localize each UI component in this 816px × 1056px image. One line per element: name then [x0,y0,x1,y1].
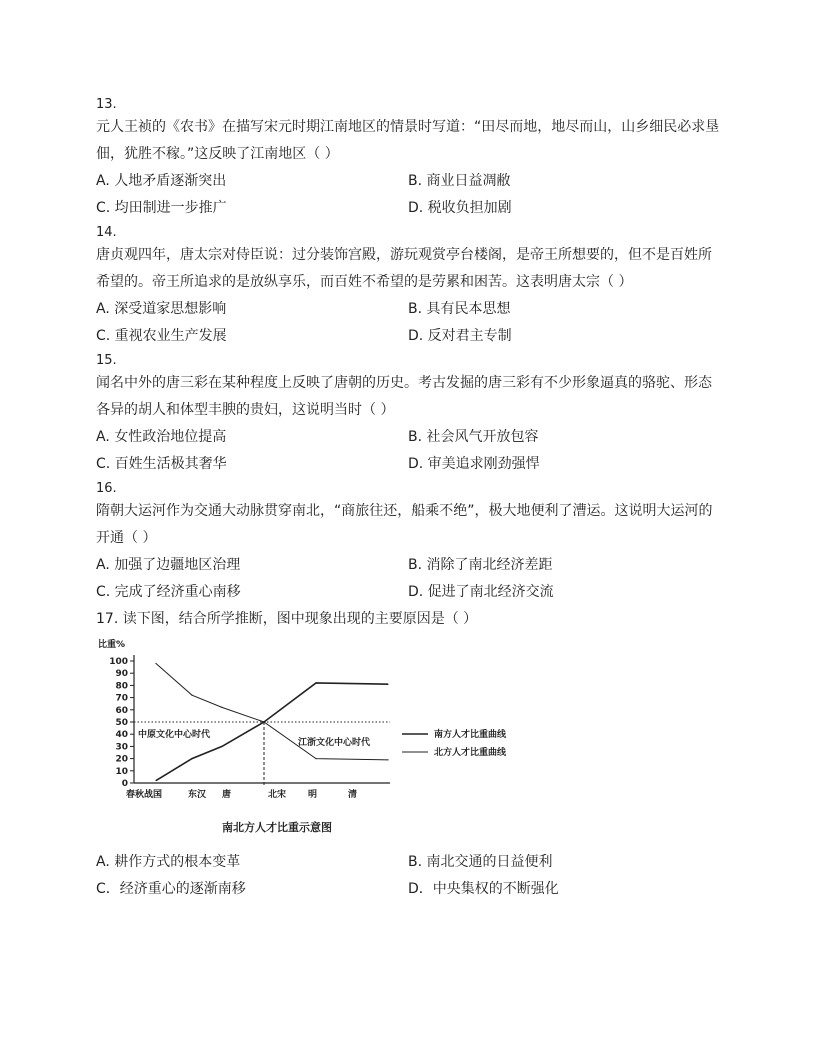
legend-label-north: 北方人才比重曲线 [434,748,507,758]
option-d[interactable]: D. 税收负担加剧 [408,200,512,216]
question-17-options [96,849,720,903]
option-a[interactable]: A. 加强了边疆地区治理 [96,557,241,573]
option-b[interactable]: B. 具有民本思想 [408,301,511,317]
y-tick-label: 70 [115,693,128,704]
y-tick-label: 20 [115,754,128,765]
y-tick-label: 100 [109,657,128,667]
question-stem: 闻名中外的唐三彩在某种程度上反映了唐朝的历史。考古发掘的唐三彩有不少形象逼真的骆驼、形态各异的胡人和体型丰腴的贵妇，这说明当时（ ） [96,375,712,418]
option-d[interactable]: D. 反对君主专制 [408,328,512,344]
question-stem: 唐贞观四年，唐太宗对侍臣说：过分装饰宫殿，游玩观赏亭台楼阁，是帝王所想要的，但不是百姓所希望的。帝王所追求的是放纵享乐，而百姓不希望的是劳累和困苦。这表明唐太宗（ ） [96,247,712,290]
data-point [387,759,388,760]
question-number: 14. [96,225,117,240]
data-point [221,707,222,708]
x-tick-label: 东汉 [188,790,207,800]
question-options [96,424,720,478]
data-point [191,695,192,696]
option-a[interactable]: A. 人地矛盾逐渐突出 [96,173,227,189]
y-tick-label: 90 [115,669,128,680]
legend-label-south: 南方人才比重曲线 [434,730,507,740]
question-list [96,96,720,606]
data-point [155,780,156,781]
y-tick-label: 80 [115,681,128,692]
question-item [96,352,720,478]
option-c[interactable]: C. 百姓生活极其奢华 [96,456,227,472]
question-stem: 元人王祯的《农书》在描写宋元时期江南地区的情景时写道：“田尽而地，地尽而山，山乡细民必求垦佃，犹胜不稼。”这反映了江南地区（ ） [96,119,720,162]
x-tick-label: 春秋战国 [126,790,163,800]
option-c[interactable]: C．经济重心的逐渐南移 [96,881,246,897]
data-point [263,721,264,722]
y-tick-label: 0 [121,779,128,789]
data-point [191,758,192,759]
y-tick-label: 60 [115,705,128,716]
question-item [96,480,720,606]
chart-title: 南北方人才比重示意图 [222,821,332,834]
annotation-jiangzhe: 江浙文化中心时代 [298,738,371,748]
option-d[interactable]: D. 审美追求刚劲强悍 [408,456,540,472]
data-point [315,682,316,683]
question-options [96,296,720,350]
question-item [96,96,720,222]
y-tick-label: 10 [115,766,128,777]
question-options [96,168,720,222]
option-d[interactable]: D．中央集权的不断强化 [408,881,559,897]
x-tick-label: 北宋 [268,790,287,800]
y-axis-label: 比重% [98,640,126,650]
data-point [221,746,222,747]
option-a[interactable]: A. 耕作方式的根本变革 [96,854,241,870]
question-stem: 隋朝大运河作为交通大动脉贯穿南北，“商旅往还，船乘不绝”，极大地便利了漕运。这说明大运河的开通（ ） [96,503,713,546]
data-point [315,758,316,759]
option-c[interactable]: C. 完成了经济重心南移 [96,584,241,600]
data-point [387,684,388,685]
question-number: 13. [96,97,117,112]
exam-page [96,94,720,903]
option-a[interactable]: A. 女性政治地位提高 [96,429,227,445]
option-a[interactable]: A. 深受道家思想影响 [96,301,227,317]
question-17-stem: 17. 读下图，结合所学推断，图中现象出现的主要原因是（ ） [96,611,478,627]
y-tick-label: 30 [115,742,128,753]
option-d[interactable]: D. 促进了南北经济交流 [408,584,554,600]
question-number: 16. [96,481,117,496]
option-c[interactable]: C. 均田制进一步推广 [96,200,227,216]
y-tick-label: 40 [115,730,128,741]
option-c[interactable]: C. 重视农业生产发展 [96,328,227,344]
option-b[interactable]: B. 商业日益凋敝 [408,173,511,189]
option-b[interactable]: B. 南北交通的日益便利 [408,854,553,870]
x-tick-label: 唐 [222,790,232,800]
question-options [96,552,720,606]
data-point [155,663,156,664]
question-item [96,224,720,350]
x-tick-label: 清 [348,790,358,800]
annotation-central-plains: 中原文化中心时代 [138,730,211,740]
talent-ratio-chart [96,637,720,849]
x-tick-label: 明 [308,790,318,800]
chart-container [96,637,720,849]
option-b[interactable]: B. 社会风气开放包容 [408,429,539,445]
y-tick-label: 50 [115,718,128,728]
question-17 [96,606,720,903]
question-number: 15. [96,353,117,368]
option-b[interactable]: B. 消除了南北经济差距 [408,557,553,573]
